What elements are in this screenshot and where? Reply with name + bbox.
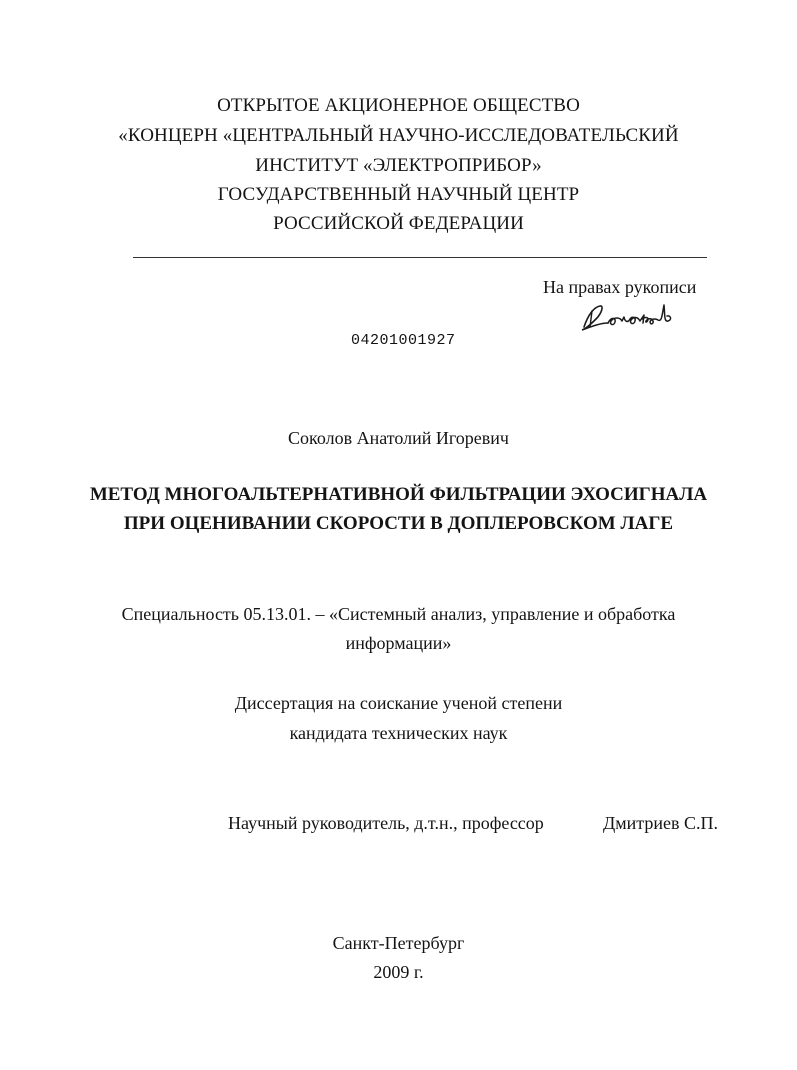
thesis-title-line-2: ПРИ ОЦЕНИВАНИИ СКОРОСТИ В ДОПЛЕРОВСКОМ ЛАГЕ xyxy=(123,513,674,534)
document-number: 04201001927 xyxy=(351,332,456,349)
organization-line-5: РОССИЙСКОЙ ФЕДЕРАЦИИ xyxy=(273,213,524,234)
degree-line-1: Диссертация на соискание ученой степени xyxy=(234,693,563,713)
author-name: Соколов Анатолий Игоревич xyxy=(288,428,509,448)
thesis-title-line-1: МЕТОД МНОГОАЛЬТЕРНАТИВНОЙ ФИЛЬТРАЦИИ ЭХОСИГНАЛА xyxy=(89,484,708,505)
advisor-label: Научный руководитель, д.т.н., профессор xyxy=(228,813,544,833)
organization-line-4: ГОСУДАРСТВЕННЫЙ НАУЧНЫЙ ЦЕНТР xyxy=(217,184,580,205)
organization-line-2: «КОНЦЕРН «ЦЕНТРАЛЬНЫЙ НАУЧНО-ИССЛЕДОВАТЕЛЬСКИЙ xyxy=(118,125,679,146)
organization-line-1: ОТКРЫТОЕ АКЦИОНЕРНОЕ ОБЩЕСТВО xyxy=(217,95,580,116)
year: 2009 г. xyxy=(373,962,424,982)
organization-line-3: ИНСТИТУТ «ЭЛЕКТРОПРИБОР» xyxy=(255,155,542,176)
header-divider xyxy=(133,257,707,258)
advisor-name: Дмитриев С.П. xyxy=(603,813,719,833)
city: Санкт-Петербург xyxy=(332,933,465,953)
specialty-line-2: информации» xyxy=(345,633,452,653)
degree-line-2: кандидата технических наук xyxy=(289,723,508,743)
specialty-line-1: Специальность 05.13.01. – «Системный анализ, управление и обработка xyxy=(121,604,676,624)
handwritten-signature xyxy=(578,297,678,337)
manuscript-note: На правах рукописи xyxy=(543,277,697,297)
